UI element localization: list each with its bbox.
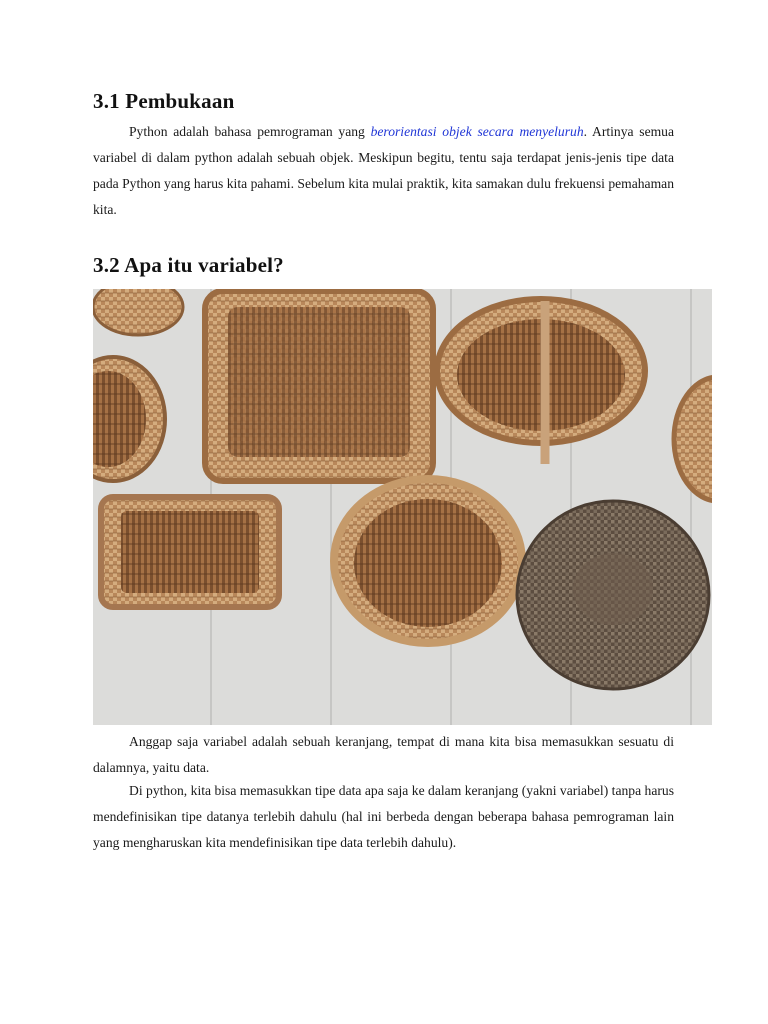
paragraph-variable-analogy: Anggap saja variabel adalah sebuah keranjang, tempat di mana kita bisa memasukkan sesuatu di dalamnya, yaitu data.	[93, 734, 674, 775]
paragraph-intro-text-before: Python adalah bahasa pemrograman yang	[129, 124, 371, 139]
paragraph-intro	[93, 119, 674, 223]
highlighted-phrase: berorientasi objek secara menyeluruh	[370, 124, 584, 139]
section-heading-pembukaan: 3.1 Pembukaan	[93, 89, 235, 113]
paragraph-intro-text-after: . Artinya semua variabel di dalam python adalah sebuah objek. Meskipun begitu, tentu saja terdapat jenis-jenis tipe data pada Python yang harus kita pahami. Sebelum kita mulai praktik, kita samakan dulu frekuensi pemahaman kita.	[93, 124, 675, 217]
baskets-photo	[93, 289, 712, 725]
paragraph-dynamic-typing: Di python, kita bisa memasukkan tipe data apa saja ke dalam keranjang (yakni variabel) tanpa harus mendefinisikan tipe datanya terlebih dahulu (hal ini berbeda dengan beberapa bahasa pemrograman lain yang mengharuskan kita mendefinisikan tipe data terlebih dahulu).	[93, 783, 674, 850]
section-heading-variabel: 3.2 Apa itu variabel?	[93, 253, 284, 277]
